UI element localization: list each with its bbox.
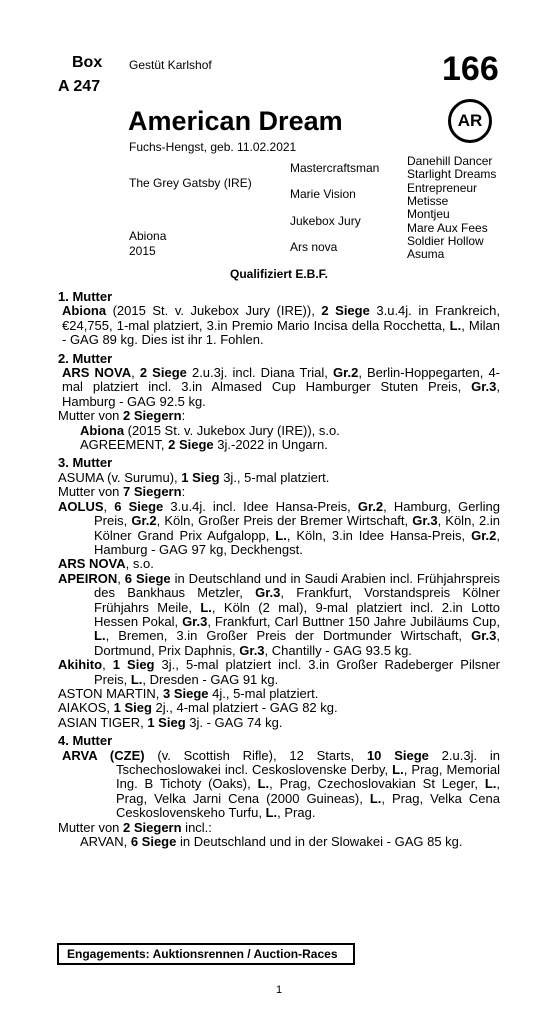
pedigree-sire-sire: Mastercraftsman (290, 161, 380, 175)
ar-badge: AR (448, 99, 492, 143)
engagements-box: Engagements: Auktionsrennen / Auction-Races (57, 943, 355, 965)
m3-asian-tiger: ASIAN TIGER, 1 Sieg 3j. - GAG 74 kg. (58, 714, 283, 730)
m2-agreement: AGREEMENT, 2 Siege 3j.-2022 in Ungarn. (80, 437, 328, 453)
pedigree-sire: The Grey Gatsby (IRE) (129, 176, 252, 190)
m4-arva: ARVA (CZE) (v. Scottish Rifle), 12 Starts, 10 Siege 2.u.3j. in Tschechoslowakei incl. Ceskoslovenske Derby, L., Prag, Memorial Ing. B Tichoty (Oaks), L., Prag, Czechoslovakian St Leger, L., Prag, Velka Jarni Cena (2000 Guineas), L., Prag, Velka Cena Ceskoslovenskeho Turfu, L., Prag. (62, 747, 500, 821)
box-label: Box (72, 54, 103, 71)
breeder: Gestüt Karlshof (129, 58, 212, 72)
m1-abiona: Abiona (2015 St. v. Jukebox Jury (IRE)), 2 Siege 3.u.4j. in Frankreich, €24,755, 1-mal platziert, 3.in Premio Mario Incisa della Rocchetta, L., Milan - GAG 89 kg. Dies ist ihr 1. Fohlen. (62, 303, 500, 348)
pedigree-sire-dam: Marie Vision (290, 187, 356, 201)
section-3-mutter: 3. Mutter (58, 455, 113, 471)
pedigree-g3-5: Montjeu (407, 207, 450, 221)
pedigree-dam: Abiona (129, 229, 167, 243)
pedigree-g3-2: Starlight Dreams (407, 167, 497, 181)
section-1-mutter: 1. Mutter (58, 289, 113, 304)
section-4-mutter: 4. Mutter (58, 733, 113, 749)
qualification: Qualifiziert E.B.F. (229, 267, 328, 281)
page-number: 1 (275, 984, 283, 996)
pedigree-g3-6: Mare Aux Fees (407, 221, 488, 235)
pedigree-g3-8: Asuma (407, 247, 445, 261)
pedigree-g3-4: Metisse (407, 194, 449, 208)
horse-description: Fuchs-Hengst, geb. 11.02.2021 (129, 140, 297, 154)
box-number: A 247 (58, 78, 101, 95)
m4-arvan: ARVAN, 6 Siege in Deutschland und in der Slowakei - GAG 85 kg. (80, 834, 463, 850)
m3-aston-martin: ASTON MARTIN, 3 Siege 4j., 5-mal platziert. (58, 685, 319, 701)
pedigree-g3-1: Danehill Dancer (407, 154, 493, 168)
lot-number: 166 (442, 50, 499, 88)
section-2-mutter: 2. Mutter (58, 350, 113, 366)
pedigree-dam-dam: Ars nova (290, 240, 338, 254)
pedigree-g3-7: Soldier Hollow (407, 234, 484, 248)
m3-akihito: Akihito, 1 Sieg 3j., 5-mal platziert incl. 3.in Großer Radeberger Pilsner Preis, L., Dresden - GAG 91 kg. (58, 657, 501, 687)
pedigree-dam-sire: Jukebox Jury (290, 214, 361, 228)
dam-line-content (58, 286, 500, 849)
m2-abiona: Abiona (2015 St. v. Jukebox Jury (IRE)), s.o. (80, 422, 340, 438)
m4-mutter-von: Mutter von 2 Siegern incl.: (58, 819, 212, 835)
m3-apeiron: APEIRON, 6 Siege in Deutschland und in Saudi Arabien incl. Frühjahrspreis des Bankhaus Metzler, Gr.3, Frankfurt, Vorstandspreis Kölner Frühjahrs Meile, L., Köln (2 mal), 9-mal platziert incl. 2.in Lotto Hessen Pokal, Gr.3, Frankfurt, Carl Buttner 150 Jahre Jubiläums Cup, L., Bremen, 3.in Großer Preis der Dortmunder Wirtschaft, Gr.3, Dortmund, Prix Daphnis, Gr.3, Chantilly - GAG 93.5 kg. (58, 570, 500, 658)
m2-mutter-von: Mutter von 2 Siegern: (58, 408, 186, 424)
horse-name: American Dream (128, 106, 343, 136)
m3-aolus: AOLUS, 6 Siege 3.u.4j. incl. Idee Hansa-Preis, Gr.2, Hamburg, Gerling Preis, Gr.2, Köln, Großer Preis der Bremer Wirtschaft, Gr.3, Köln, 2.in Kölner Grand Prix Aufgalopp, L., Köln, 3.in Idee Hansa-Preis, Gr.2, Hamburg - GAG 97 kg, Deckhengst. (58, 498, 500, 557)
m3-mutter-von: Mutter von 7 Siegern: (58, 484, 186, 500)
m3-asuma: ASUMA (v. Surumu), 1 Sieg 3j., 5-mal platziert. (58, 469, 330, 485)
m3-aiakos: AIAKOS, 1 Sieg 2j., 4-mal platziert - GAG 82 kg. (58, 700, 338, 716)
m2-ars-nova: ARS NOVA, 2 Siege 2.u.3j. incl. Diana Trial, Gr.2, Berlin-Hoppegarten, 4-mal platziert incl. 3.in Almased Cup Hamburger Stuten Preis, Gr.3, Hamburg - GAG 92.5 kg. (62, 365, 501, 409)
pedigree-dam-year: 2015 (129, 244, 156, 258)
m3-ars-nova: ARS NOVA, s.o. (58, 556, 154, 572)
pedigree-g3-3: Entrepreneur (407, 181, 478, 195)
